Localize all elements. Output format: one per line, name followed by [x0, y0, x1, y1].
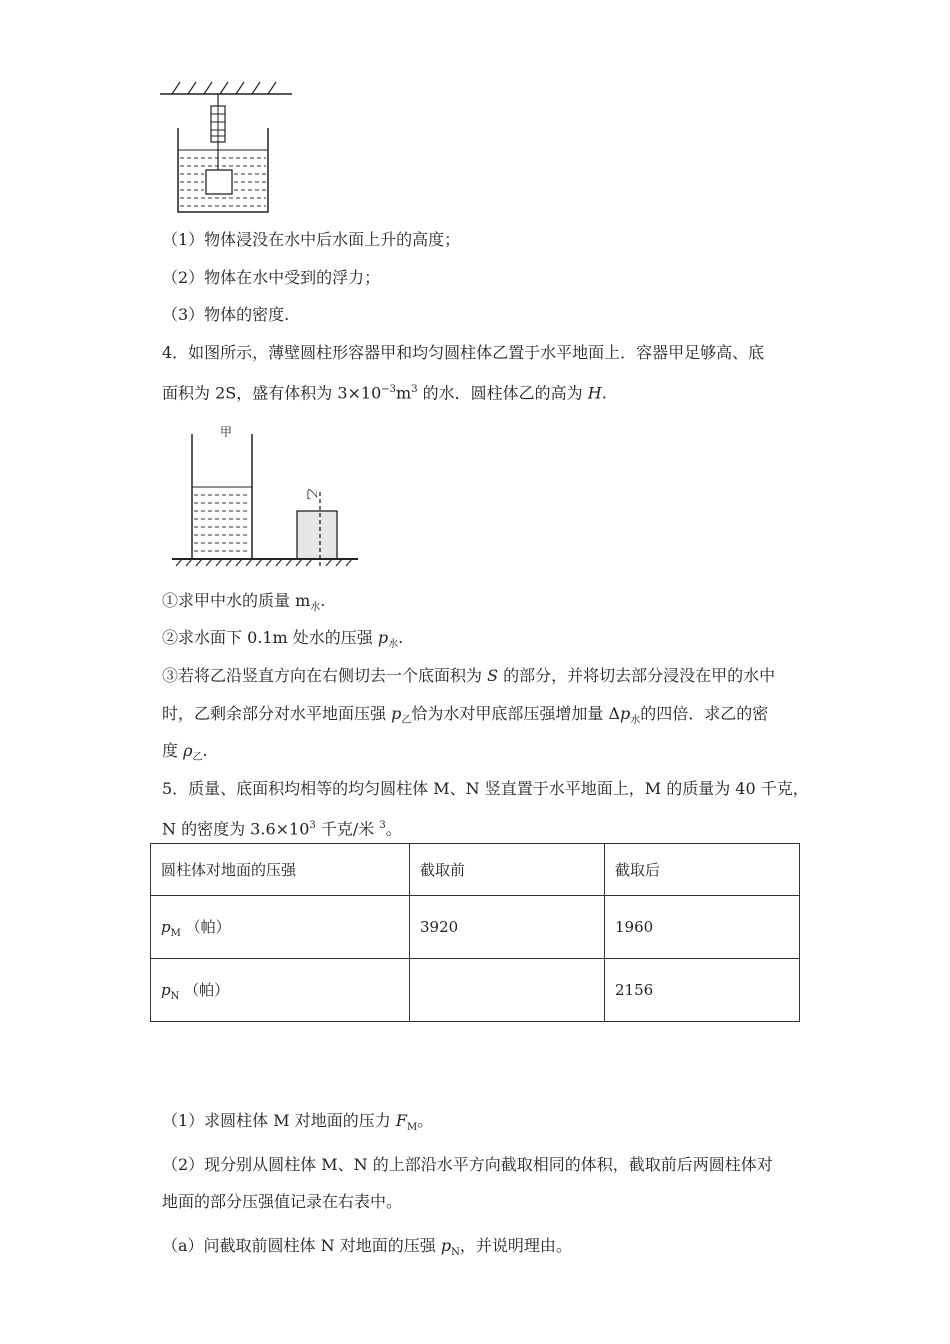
- table-header-cell: 截取后: [605, 844, 800, 896]
- figure-container-and-cylinder: [168, 420, 368, 570]
- table-row: [151, 896, 800, 959]
- table-header-cell: 圆柱体对地面的压强: [151, 844, 410, 896]
- q3-part2: （2）物体在水中受到的浮力；: [162, 268, 381, 287]
- table-cell-label: $p_M$ （帕）: [151, 896, 410, 959]
- q3-part1: （1）物体浸没在水中后水面上升的高度；: [162, 230, 461, 249]
- q4-sub3-line3: 度 $\rho_乙$.: [162, 741, 208, 764]
- q3-part3: （3）物体的密度.: [162, 305, 290, 324]
- q5-part2-line1: （2）现分别从圆柱体 M、N 的上部沿水平方向截取相同的体积，截取前后两圆柱体对: [162, 1155, 773, 1174]
- table-row: [151, 959, 800, 1022]
- pressure-table: [150, 843, 800, 1022]
- label-yi: 乙: [305, 488, 319, 501]
- q5-part2-line2: 地面的部分压强值记录在右表中。: [162, 1192, 403, 1211]
- q4-stem-line2: 面积为 2S，盛有体积为 $3\times 10^{-3}m^3$ 的水．圆柱体乙的高为 H.: [162, 383, 607, 403]
- q5-part-a: （a）问截取前圆柱体 N 对地面的压强 $p_N$，并说明理由。: [162, 1236, 572, 1259]
- q5-stem-line2: N 的密度为 $3.6\times 10^3$ 千克/米 $^3$。: [162, 819, 402, 839]
- q4-sub1: ①求甲中水的质量 $m_水$.: [162, 591, 326, 614]
- label-jia: 甲: [220, 425, 233, 439]
- q5-stem-line1: 5．质量、底面积均相等的均匀圆柱体 M、N 竖直置于水平地面上，M 的质量为 40 千克，: [162, 779, 809, 798]
- q5-part1: （1）求圆柱体 M 对地面的压力 $F_M$。: [162, 1111, 434, 1134]
- table-cell: 3920: [410, 896, 605, 959]
- table-header-cell: 截取前: [410, 844, 605, 896]
- q4-sub3-line2: 时，乙剩余部分对水平地面压强 $p_乙$恰为水对甲底部压强增加量 $\Delta p_水$的四倍．求乙的密: [162, 704, 769, 727]
- figure-spring-scale-container: [150, 70, 310, 220]
- q4-sub2: ②求水面下 0.1m 处水的压强 $p_水$.: [162, 628, 404, 651]
- table-header-row: [151, 844, 800, 896]
- q4-stem-line1: 4．如图所示，薄壁圆柱形容器甲和均匀圆柱体乙置于水平地面上．容器甲足够高、底: [162, 343, 765, 362]
- table-cell: 1960: [605, 896, 800, 959]
- q4-sub3-line1: ③若将乙沿竖直方向在右侧切去一个底面积为 S 的部分，并将切去部分浸没在甲的水中: [162, 666, 776, 685]
- table-cell-label: $p_N$ （帕）: [151, 959, 410, 1022]
- table-cell: [410, 959, 605, 1022]
- table-cell: 2156: [605, 959, 800, 1022]
